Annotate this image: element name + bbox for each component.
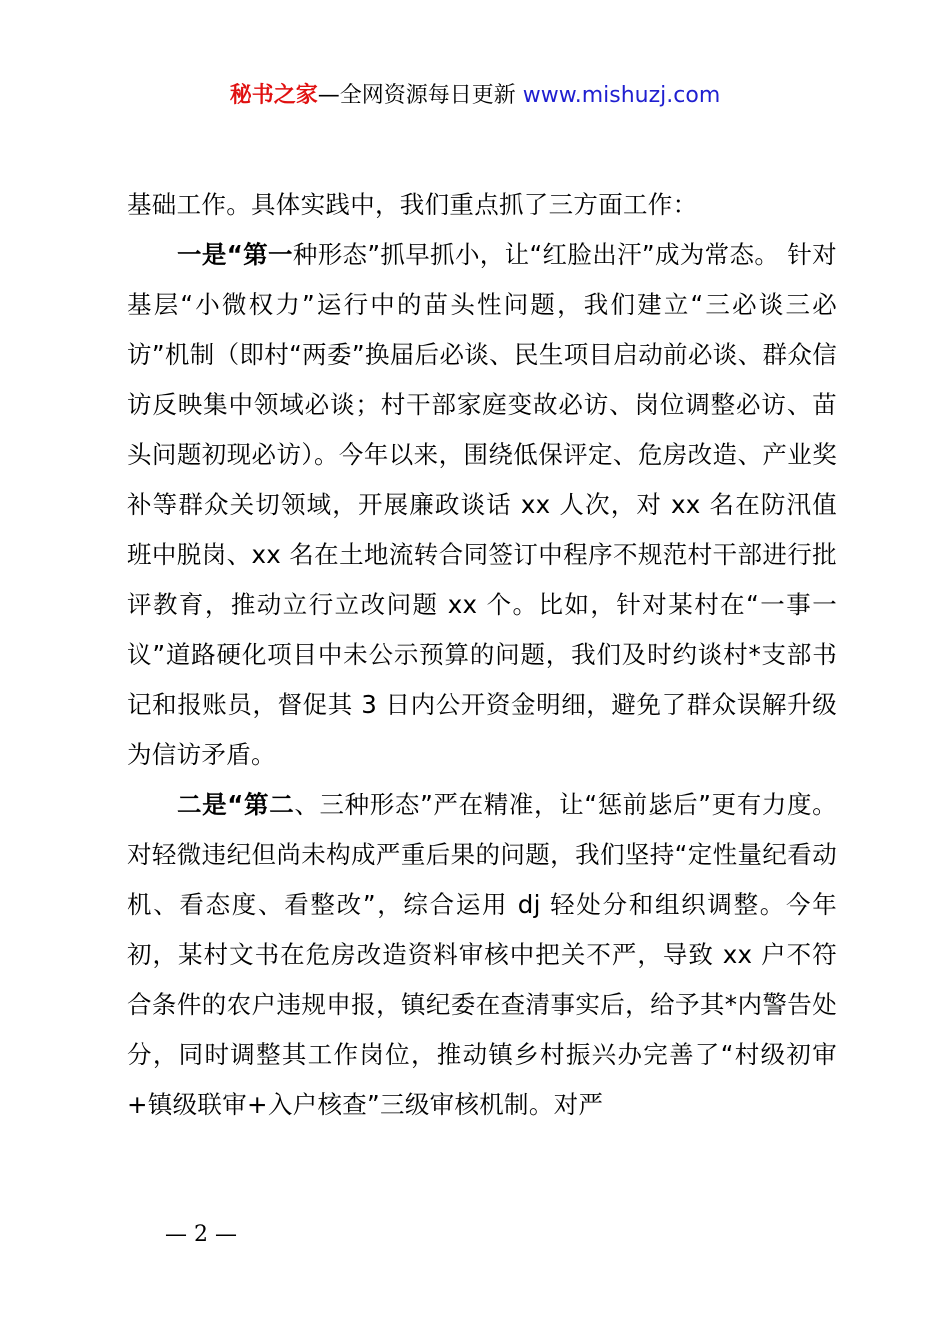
site-tagline: —全网资源每日更新 bbox=[317, 83, 523, 108]
point-one-heading: 种形态”抓早抓小，让“红脸出汗”成为常态。 bbox=[292, 240, 780, 269]
document-body bbox=[127, 180, 837, 1130]
paragraph-point-two bbox=[127, 780, 837, 1130]
paragraph-text: 基础工作。具体实践中，我们重点抓了三方面工作： bbox=[127, 190, 698, 219]
point-two-text: 对轻微违纪但尚未构成严重后果的问题，我们坚持“定性量纪看动机、看态度、看整改”，综合运用 dj 轻处分和组织调整。今年初，某村文书在危房改造资料审核中把关不严，导致 xx 户不符合条件的农户违规申报，镇纪委在查清事实后，给予其*内警告处分，同时调整其工作岗位，推动镇乡村振兴办完善了“村级初审+镇级联审+入户核查”三级审核机制。对严 bbox=[127, 840, 837, 1119]
point-one-lead: 一是“第一 bbox=[177, 240, 293, 269]
site-url-link[interactable]: www.mishuzj.com bbox=[522, 83, 721, 108]
point-two-lead: 二是“第二 bbox=[177, 790, 295, 819]
page-number: — 2 — bbox=[165, 1222, 237, 1247]
site-header bbox=[0, 80, 950, 112]
paragraph-point-one bbox=[127, 230, 837, 780]
point-two-heading: 、三种形态”严在精准，让“惩前毖后”更有力度。 bbox=[294, 790, 837, 819]
point-one-text: 针对基层“小微权力”运行中的苗头性问题，我们建立“三必谈三必访”机制（即村“两委”换届后必谈、民生项目启动前必谈、群众信访反映集中领域必谈；村干部家庭变故必访、岗位调整必访、苗头问题初现必访）。今年以来，围绕低保评定、危房改造、产业奖补等群众关切领域，开展廉政谈话 xx 人次，对 xx 名在防汛值班中脱岗、xx 名在土地流转合同签订中程序不规范村干部进行批评教育，推动立行立改问题 xx 个。比如，针对某村在“一事一议”道路硬化项目中未公示预算的问题，我们及时约谈村*支部书记和报账员，督促其 3 日内公开资金明细，避免了群众误解升级为信访矛盾。 bbox=[127, 240, 837, 769]
site-brand: 秘书之家 bbox=[229, 83, 318, 108]
paragraph-continuation bbox=[127, 180, 837, 230]
